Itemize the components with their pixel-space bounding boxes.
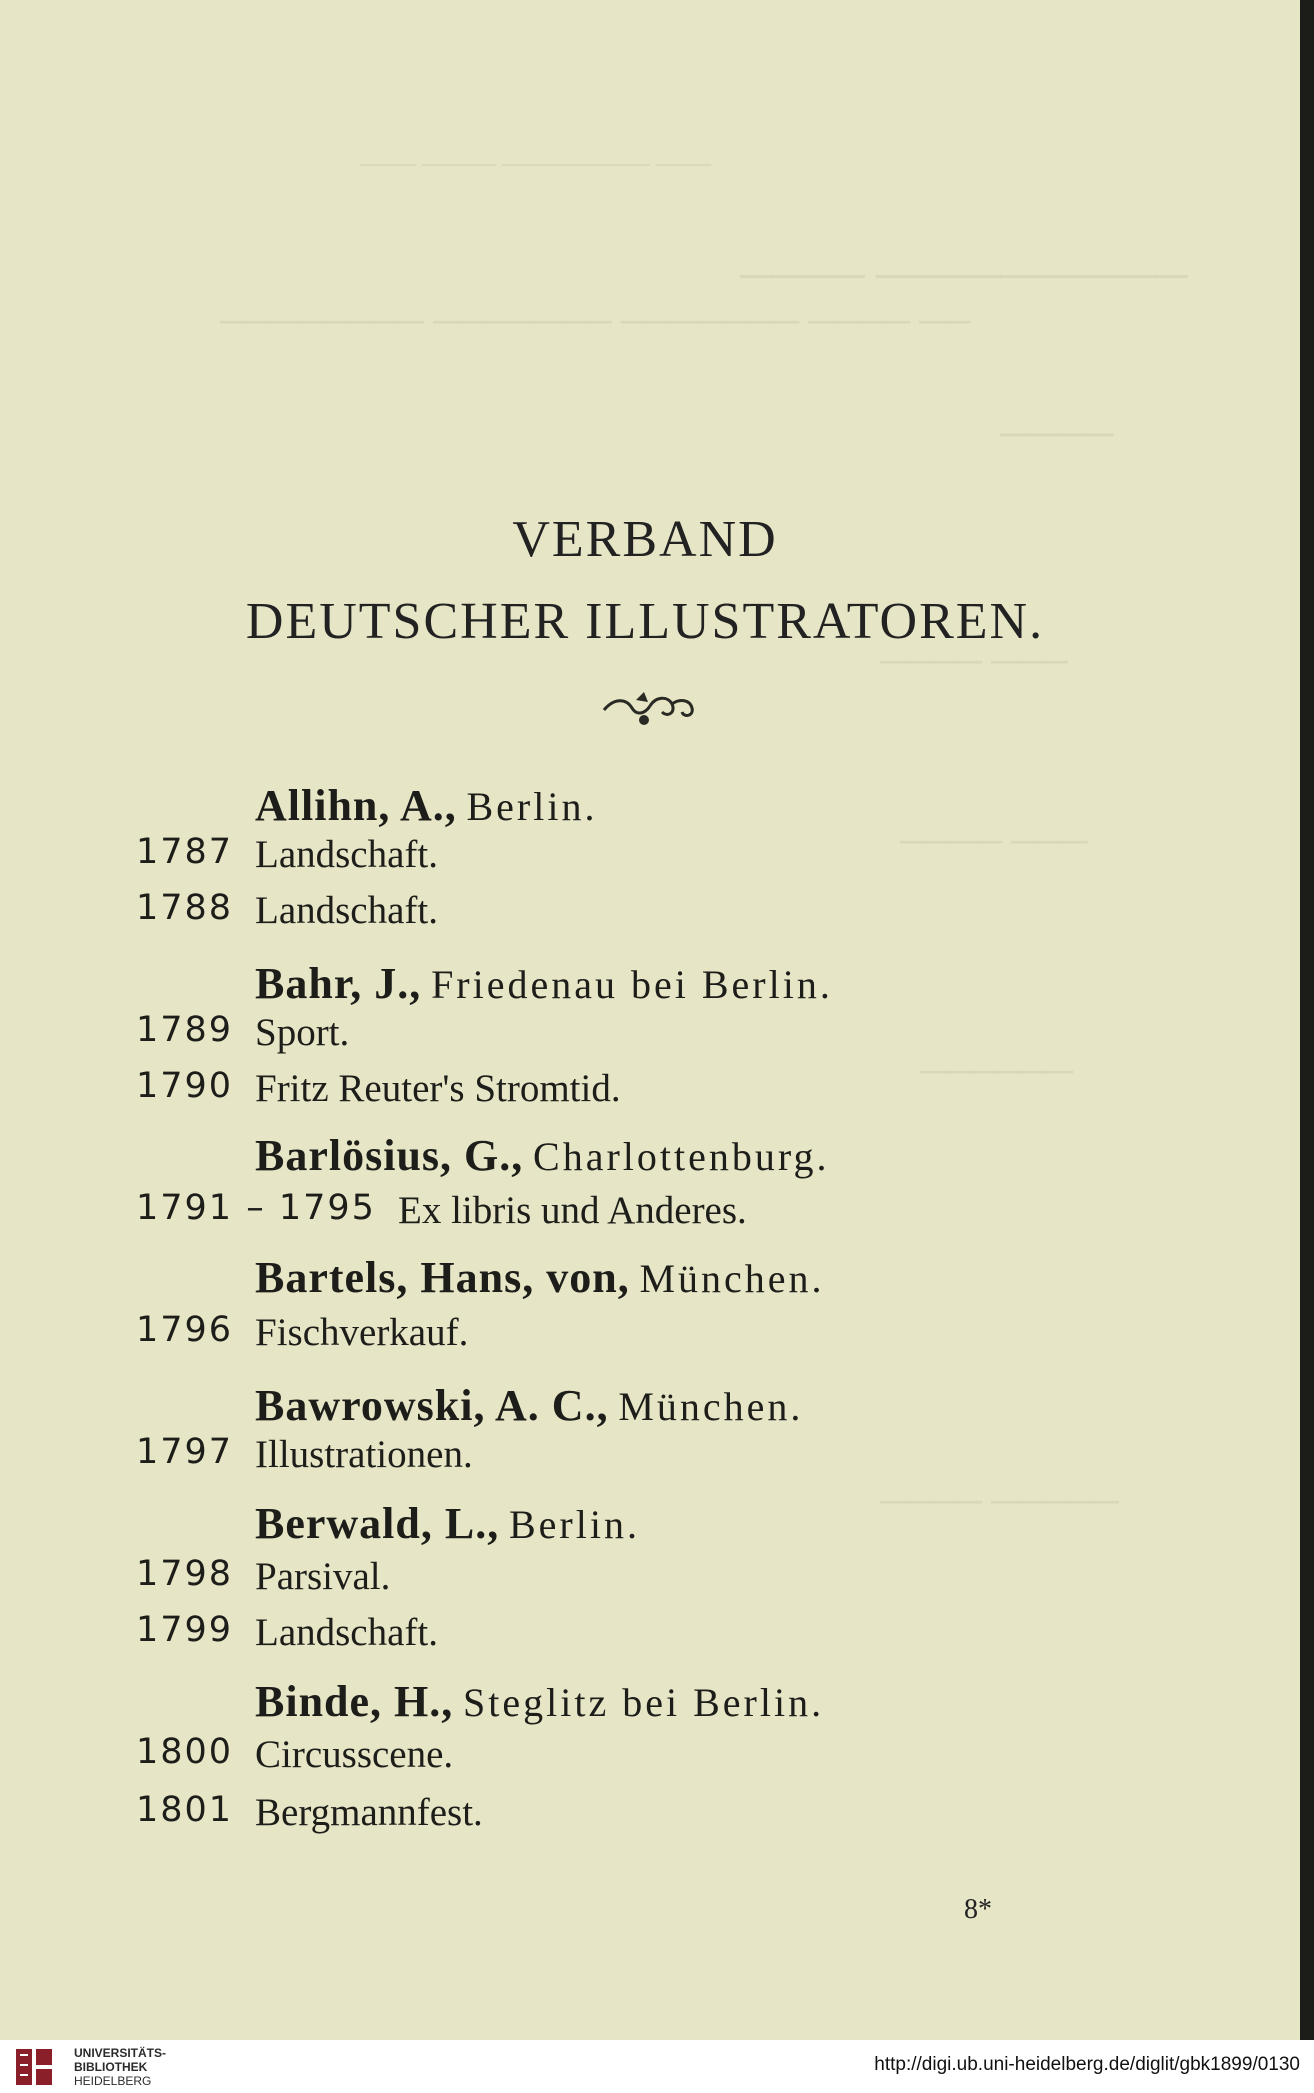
library-name-line: HEIDELBERG — [74, 2074, 152, 2088]
artist-name: Allihn, A., — [255, 781, 457, 830]
artwork-title: Landschaft. — [255, 1611, 439, 1654]
section-heading-line-2: DEUTSCHER ILLUSTRATOREN. — [245, 593, 1045, 650]
show-through-text: ──── ─── — [880, 641, 1068, 681]
artist-entry — [255, 1676, 824, 1727]
artist-entry — [255, 1498, 640, 1549]
artist-name: Binde, H., — [255, 1677, 454, 1726]
show-through-text: ────── — [920, 1051, 1074, 1091]
show-through-text: ─── ──── ──────── ─── — [360, 150, 712, 179]
artwork-title: Landschaft. — [255, 833, 439, 876]
artist-city: München. — [639, 1256, 825, 1301]
artist-city: Charlottenburg. — [533, 1134, 830, 1179]
catalogue-number: 1787 — [136, 832, 234, 872]
viewer-footer — [0, 2040, 1314, 2093]
artist-entry — [255, 1380, 803, 1431]
library-name-line: UNIVERSITÄTS- — [74, 2046, 167, 2060]
artwork-title: Sport. — [255, 1011, 350, 1054]
show-through-text: ──── ────────── — [740, 251, 1188, 300]
artist-entry — [255, 1130, 829, 1181]
artist-name: Berwald, L., — [255, 1499, 500, 1548]
artist-name: Bawrowski, A. C., — [255, 1381, 609, 1430]
artwork-title: Ex libris und Anderes. — [398, 1189, 747, 1232]
library-name — [74, 2046, 166, 2088]
catalogue-number: 1799 — [136, 1610, 234, 1650]
artist-city: Berlin. — [508, 1502, 640, 1547]
catalogue-number-range: 1791 – 1795 — [136, 1188, 376, 1228]
artist-name: Barlösius, G., — [255, 1131, 524, 1180]
university-library-logo-icon — [12, 2045, 56, 2089]
catalogue-number: 1800 — [136, 1732, 234, 1772]
artwork-title: Landschaft. — [255, 889, 439, 932]
artwork-title: Fritz Reuter's Stromtid. — [255, 1067, 621, 1110]
catalogue-number: 1789 — [136, 1010, 234, 1050]
artist-city: Friedenau bei Berlin. — [431, 962, 833, 1007]
artist-entry — [255, 780, 597, 831]
catalogue-number: 1796 — [136, 1310, 234, 1350]
artist-city: München. — [618, 1384, 804, 1429]
show-through-text: ──── — [1000, 411, 1114, 456]
artwork-title: Circusscene. — [255, 1733, 454, 1776]
page-url-link[interactable]: http://digi.ub.uni-heidelberg.de/diglit/gbk1899/0130 — [874, 2054, 1300, 2075]
catalogue-number: 1797 — [136, 1432, 234, 1472]
artist-name: Bahr, J., — [255, 959, 422, 1008]
catalogue-number: 1801 — [136, 1790, 234, 1830]
page-number: 8* — [964, 1894, 992, 1925]
show-through-text: ──────── ─────── ─────── ──── ── — [220, 301, 971, 341]
artwork-title: Parsival. — [255, 1555, 391, 1598]
catalogue-number: 1798 — [136, 1554, 234, 1594]
artist-entry — [255, 1252, 825, 1303]
artist-entry — [255, 958, 833, 1009]
artwork-title: Fischverkauf. — [255, 1311, 469, 1354]
section-heading-line-1: VERBAND — [512, 511, 778, 568]
artwork-title: Illustrationen. — [255, 1433, 473, 1476]
artist-city: Steglitz bei Berlin. — [463, 1680, 825, 1725]
ornament-flourish-icon — [600, 688, 696, 728]
artwork-title: Bergmannfest. — [255, 1791, 483, 1834]
show-through-text: ──── ───── — [880, 1481, 1119, 1521]
catalogue-number: 1788 — [136, 888, 234, 928]
catalogue-number: 1790 — [136, 1066, 234, 1106]
library-name-line: BIBLIOTHEK — [74, 2060, 148, 2074]
show-through-text: ──── ─── — [900, 821, 1088, 861]
artist-city: Berlin. — [466, 784, 598, 829]
artist-name: Bartels, Hans, von, — [255, 1253, 630, 1302]
